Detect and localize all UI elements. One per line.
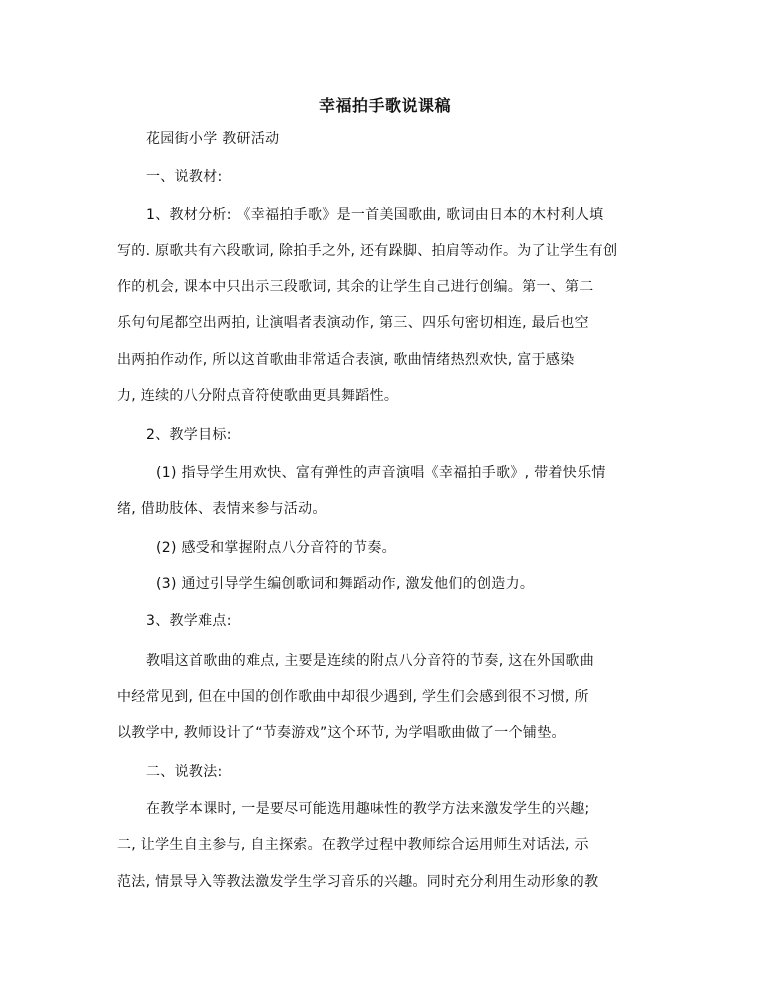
paragraph-line: 以教学中, 教师设计了“节奏游戏”这个环节, 为学唱歌曲做了一个铺垫。 bbox=[117, 725, 566, 741]
school-subtitle: 花园街小学 教研活动 bbox=[146, 131, 280, 147]
goal-item: (3) 通过引导学生编创歌词和舞蹈动作, 激发他们的创造力。 bbox=[156, 576, 535, 592]
section-heading-materials: 一、说教材: bbox=[146, 169, 223, 185]
paragraph-line: 二, 让学生自主参与, 自主探索。在教学过程中教师综合运用师生对话法, 示 bbox=[117, 837, 589, 853]
paragraph-line: 写的. 原歌共有六段歌词, 除拍手之外, 还有跺脚、拍肩等动作。为了让学生有创 bbox=[117, 243, 618, 259]
paragraph-line: 力, 连续的八分附点音符使歌曲更具舞蹈性。 bbox=[117, 388, 399, 404]
paragraph-line: 乐句句尾都空出两拍, 让演唱者表演动作, 第三、四乐句密切相连, 最后也空 bbox=[117, 315, 589, 331]
document-title: 幸福拍手歌说课稿 bbox=[318, 96, 451, 115]
paragraph-line: 教唱这首歌曲的难点, 主要是连续的附点八分音符的节奏, 这在外国歌曲 bbox=[146, 653, 594, 669]
section-heading-methods: 二、说教法: bbox=[146, 764, 223, 780]
subsection-heading-goals: 2、教学目标: bbox=[146, 427, 232, 443]
paragraph-line: 范法, 情景导入等教法激发学生学习音乐的兴趣。同时充分利用生动形象的教 bbox=[117, 874, 599, 890]
goal-item: (1) 指导学生用欢快、富有弹性的声音演唱《幸福拍手歌》, 带着快乐情 bbox=[156, 465, 606, 481]
subsection-heading-difficulty: 3、教学难点: bbox=[146, 613, 232, 629]
paragraph-line: 出两拍作动作, 所以这首歌曲非常适合表演, 歌曲情绪热烈欢快, 富于感染 bbox=[117, 352, 575, 368]
paragraph-line: 在教学本课时, 一是要尽可能选用趣味性的教学方法来激发学生的兴趣; bbox=[146, 801, 590, 817]
paragraph-line: 1、教材分析: 《幸福拍手歌》是一首美国歌曲, 歌词由日本的木村利人填 bbox=[146, 207, 604, 223]
paragraph-line: 中经常见到, 但在中国的创作歌曲中却很少遇到, 学生们会感到很不习惯, 所 bbox=[117, 689, 589, 705]
paragraph-line: 作的机会, 课本中只出示三段歌词, 其余的让学生自己进行创编。第一、第二 bbox=[117, 279, 594, 295]
goal-item: (2) 感受和掌握附点八分音符的节奏。 bbox=[156, 540, 396, 556]
paragraph-line: 绪, 借助肢体、表情来参与活动。 bbox=[117, 501, 327, 517]
